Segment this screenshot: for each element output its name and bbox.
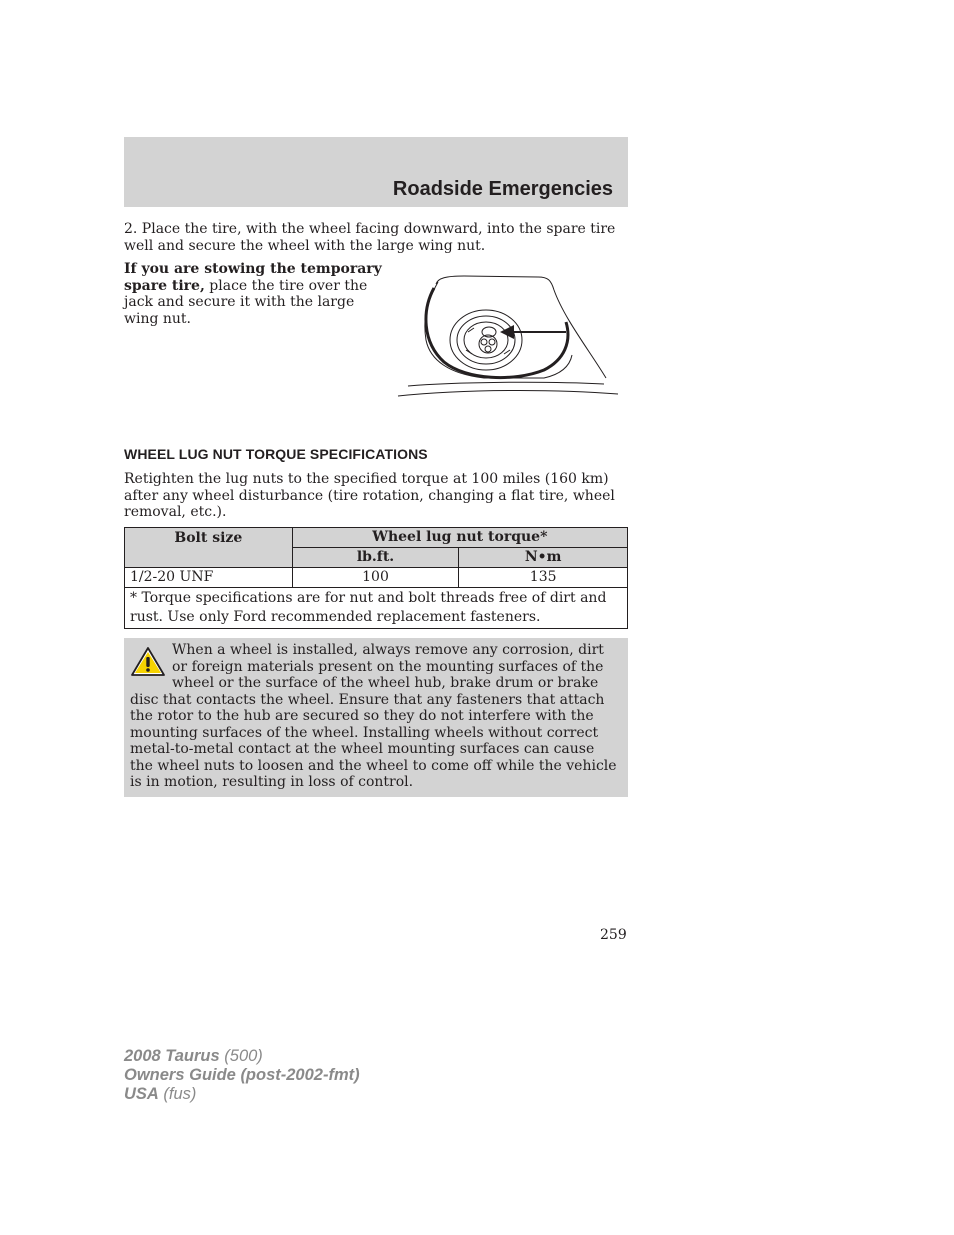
table-note-row (125, 588, 628, 629)
footer-model: 2008 Taurus (124, 1047, 220, 1065)
footer-guide: Owners Guide (post-2002-fmt) (124, 1066, 360, 1084)
floor-line-2 (398, 390, 618, 396)
cell-lbft: 100 (292, 568, 459, 588)
header-bolt-size: Bolt size (125, 528, 293, 568)
floor-line-1 (408, 382, 604, 386)
section-title: Roadside Emergencies (392, 178, 613, 200)
footer-model-code: (500) (219, 1047, 263, 1065)
header-lbft: lb.ft. (292, 548, 459, 568)
document-footer (124, 1047, 360, 1104)
torque-spec-table (124, 527, 628, 629)
spare-tire-illustration (394, 270, 622, 405)
warning-text: When a wheel is installed, always remove any corrosion, dirt or foreign materials present on the mounting surfaces of the wheel or the surface of the wheel hub, brake drum or brake disc that contacts the wheel. Ensure that any fasteners that attach the rotor to the hub are secured so they do not interfere with the mounting surfaces of the wheel. Installing wheels without correct metal-to-metal contact at the wheel mounting surfaces can cause the wheel nuts to loosen and the wheel to come off while the vehicle is in motion, resulting in loss of control. (130, 642, 617, 790)
retighten-paragraph: Retighten the lug nuts to the specified torque at 100 miles (160 km) after any wheel disturbance (tire rotation, changing a flat tire, wheel removal, etc.). (124, 471, 615, 520)
stow-rest: place the tire over the jack and secure it with the large wing nut. (124, 277, 368, 327)
page-number: 259 (600, 927, 627, 943)
cell-bolt-size: 1/2-20 UNF (125, 568, 293, 588)
table-footnote: * Torque specifications are for nut and bolt threads free of dirt and rust. Use only Ford recommended replacement fasteners. (125, 588, 628, 629)
stow-paragraph (124, 261, 382, 327)
table-header-row (125, 528, 628, 548)
stow-lead: If you are stowing the temporary spare tire, (124, 261, 382, 294)
footer-market: USA (124, 1085, 159, 1103)
footer-line-3 (124, 1085, 360, 1104)
header-nm: N•m (459, 548, 628, 568)
footer-line-2 (124, 1066, 360, 1085)
section-heading: WHEEL LUG NUT TORQUE SPECIFICATIONS (124, 446, 428, 462)
cell-nm: 135 (459, 568, 628, 588)
warning-box (124, 638, 628, 797)
warning-triangle-icon (130, 646, 166, 678)
step-paragraph: 2. Place the tire, with the wheel facing downward, into the spare tire well and secure the wheel with the large wing nut. (124, 221, 616, 254)
table-row (125, 568, 628, 588)
header-torque-group: Wheel lug nut torque* (292, 528, 627, 548)
footer-line-1 (124, 1047, 360, 1066)
footer-market-code: (fus) (158, 1085, 197, 1103)
section-header-band (124, 137, 628, 207)
